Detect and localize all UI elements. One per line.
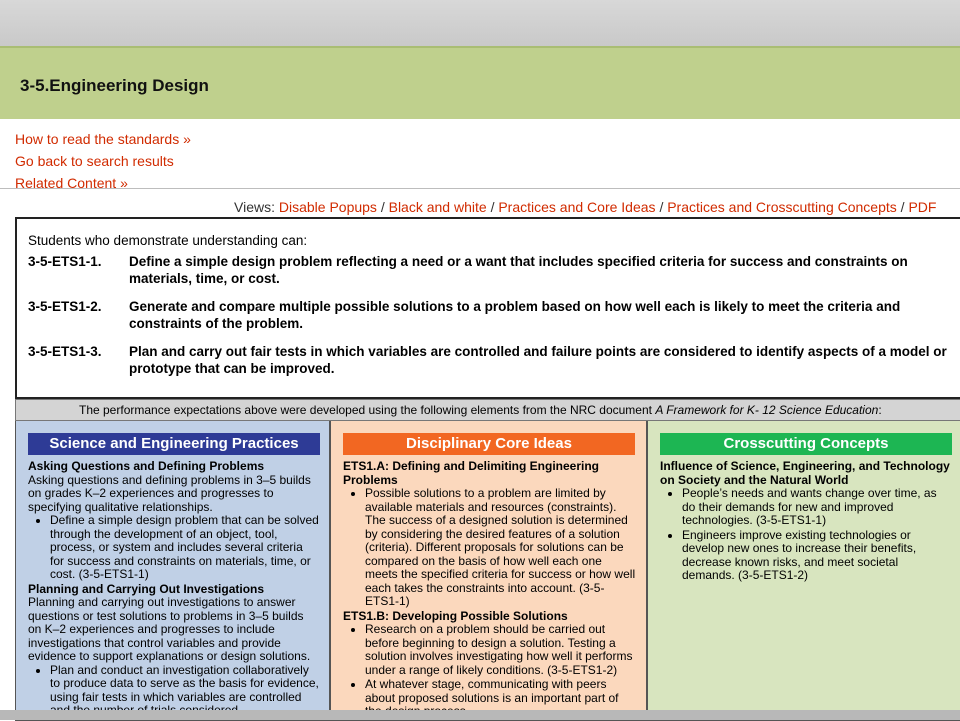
disable-popups-link[interactable]: Disable Popups [278,199,377,215]
nav-links [15,128,191,194]
bottom-shade [0,710,960,720]
sep-column [15,421,330,721]
dci-column [330,421,647,721]
practices-crosscutting-link[interactable]: Practices and Crosscutting Concepts [667,199,897,215]
pe-text: Plan and carry out fair tests in which variables are controlled and failure points are considered to identify aspects of a model or prototype that can be improved. [129,344,947,376]
views-label: Views: [234,199,275,215]
title-band [0,46,960,119]
sep-paragraph: Planning and carrying out investigations to answer questions or test solutions to problems in 3–5 builds on K–2 experiences and progresses to include investigations that control variables and provide evidence to support explanations or design solutions. [28,595,311,663]
dci-heading: ETS1.B: Developing Possible Solutions [343,608,568,623]
views-bar: Views: Disable Popups / Black and white / Practices and Core Ideas / Practices and Crosscutting Concepts / PDF [0,188,960,213]
dci-bullet: • At whatever stage, communicating with peers about proposed solutions is an important part of [365,678,636,719]
pdf-link[interactable]: PDF [908,199,937,215]
ccc-heading: Influence of Science, Engineering, and Technology on Society and the Natural World [660,459,950,487]
sep-bullet: • Define a simple design problem that can be solved through the development of an object, tool, process, or system and includes several criteria for success and constraints on materials, time, or cost. (3-5-ETS1-1) [50,514,319,582]
practices-core-ideas-link[interactable]: Practices and Core Ideas [498,199,656,215]
pe-text: Generate and compare multiple possible solutions to a problem based on how well each is likely to meet the criteria and constraints of the problem. [129,299,901,331]
sep-heading: Asking Questions and Defining Problems [28,459,265,473]
ccc-column [647,421,960,721]
sep-header: Science and Engineering Practices [28,433,320,455]
black-and-white-link[interactable]: Black and white [388,199,487,215]
framework-doc-title: A Framework for K- 12 Science Education [655,403,879,417]
pe-intro: Students who demonstrate understanding can: [28,233,308,248]
related-content-link[interactable]: Related Content » [15,175,128,191]
pe-code: 3-5-ETS1-1. [28,254,102,269]
sep-bullet: • Plan and conduct an investigation collaboratively to produce data to serve as the basis for evidence, using fair tests in which variables are controlled [50,664,319,718]
pe-code: 3-5-ETS1-2. [28,299,102,314]
pe-text: Define a simple design problem reflecting a need or a want that includes specified criteria for success and constraints on materials, time, or cost. [129,254,908,286]
performance-expectations-box [15,217,960,399]
ccc-bullet: • People’s needs and wants change over time, as do their demands for new and improved technologies. (3-5-ETS1-1) [682,487,950,528]
browser-top-bar [0,0,960,46]
sep-paragraph: Asking questions and defining problems in 3–5 builds on grades K–2 experiences and progresses to specifying qualitative relationships. [28,472,311,514]
dci-heading: ETS1.A: Defining and Delimiting Engineering Problems [343,459,600,487]
back-to-results-link[interactable]: Go back to search results [15,153,174,169]
how-to-read-link[interactable]: How to read the standards » [15,131,191,147]
ccc-header: Crosscutting Concepts [660,433,952,455]
developed-note-text: The performance expectations above were developed using the following elements from the NRC document [79,403,656,417]
sep-heading: Planning and Carrying Out Investigations [28,581,265,596]
pe-code: 3-5-ETS1-3. [28,344,102,359]
ccc-bullet: • Engineers improve existing technologies or develop new ones to increase their benefits, decrease known risks, and meet societal demands. (3-5-ETS1-2) [682,529,950,583]
dci-header: Disciplinary Core Ideas [343,433,635,455]
dci-bullet: • Research on a problem should be carried out before beginning to design a solution. Testing a solution involves investigating how well it performs under a range of likely conditions. (3-5-ETS1-2) [365,623,636,677]
page-title: 3-5.Engineering Design [20,76,209,95]
dci-bullet: • Possible solutions to a problem are limited by available materials and resources (constraints). The success of a designed solution is determined by considering the desired features of a solution (criteria). Different proposals for solutions can be compared on the basis of how well each one meets the specified criteria for success or how well each takes the constraints into account. (3-5-ETS1-1) [365,487,636,609]
developed-note-bar: The performance expectations above were developed using the following elements from the NRC document A Framework for K- 12 Science Education: [15,399,960,421]
